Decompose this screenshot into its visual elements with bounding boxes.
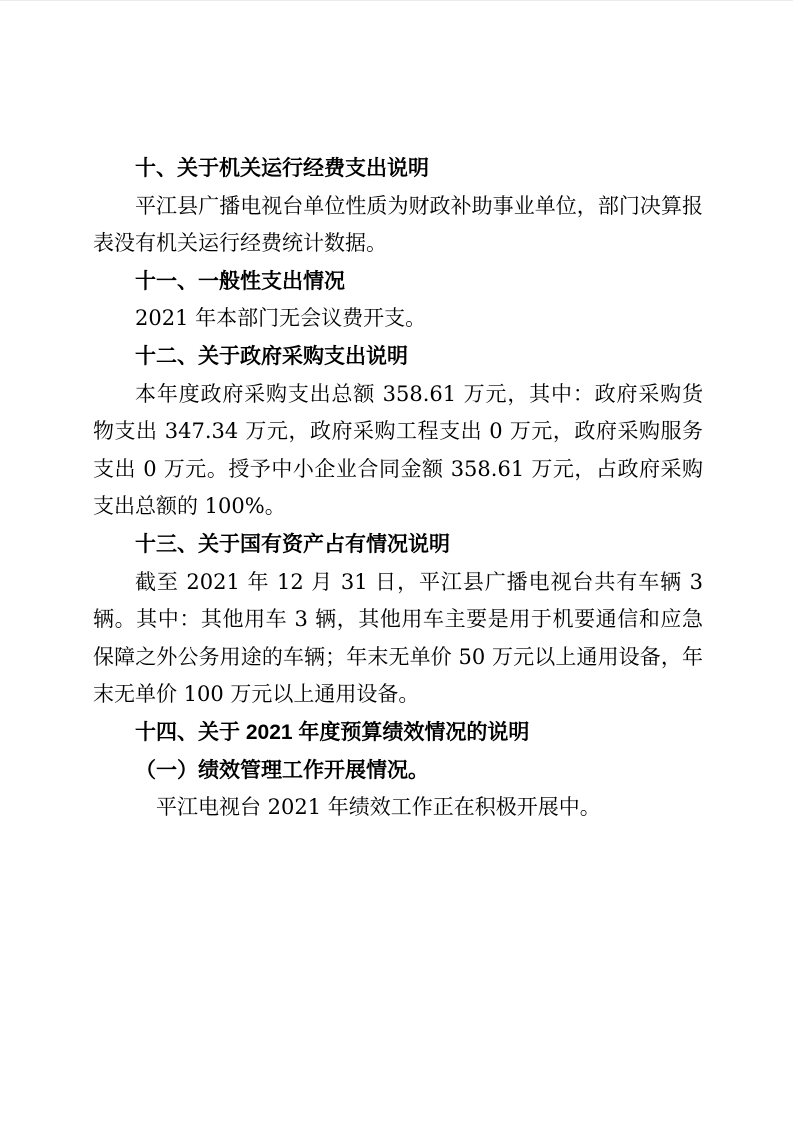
- para-state-owned-assets: 截至 2021 年 12 月 31 日，平江县广播电视台共有车辆 3 辆。其中：其他用车 3 辆，其他用车主要是用于机要通信和应急保障之外公务用途的车辆；年末无单价 50 万元以上通用设备，年末无单价 100 万元以上通用设备。: [93, 569, 703, 707]
- heading-section-14-budget-performance: 十四、关于 2021 年度预算绩效情况的说明: [135, 720, 530, 744]
- para-performance-progress: 平江电视台 2021 年绩效工作正在积极开展中。: [156, 795, 601, 820]
- para-government-procurement: 本年度政府采购支出总额 358.61 万元，其中：政府采购货物支出 347.34 万元，政府采购工程支出 0 万元，政府采购服务支出 0 万元。授予中小企业合同金额 358.61 万元，占政府采购支出总额的 100%。: [93, 381, 703, 519]
- para-agency-operating-costs: 平江县广播电视台单位性质为财政补助事业单位，部门决算报表没有机关运行经费统计数据。: [93, 193, 703, 256]
- para-general-expenditure: 2021 年本部门无会议费开支。: [135, 306, 427, 331]
- subheading-performance-management: （一）绩效管理工作开展情况。: [135, 758, 429, 782]
- heading-section-13-state-owned-assets: 十三、关于国有资产占有情况说明: [135, 532, 450, 556]
- heading-section-12-government-procurement: 十二、关于政府采购支出说明: [135, 344, 408, 368]
- heading-section-11-general-expenditure: 十一、一般性支出情况: [135, 269, 345, 293]
- heading-section-10-agency-operating-costs: 十、关于机关运行经费支出说明: [135, 157, 429, 180]
- document-content: [93, 150, 703, 827]
